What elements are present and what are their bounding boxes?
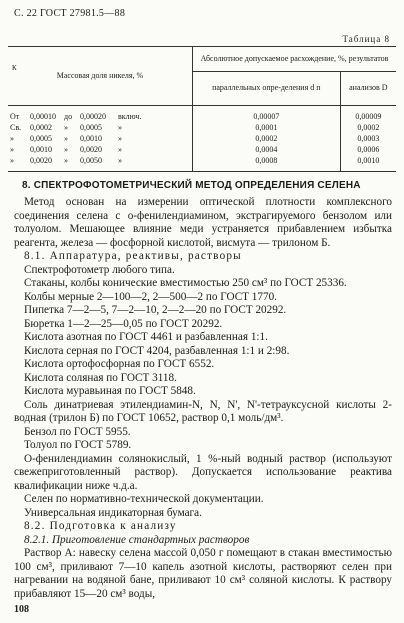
col-header-parallel: параллельных опре-деления d п <box>193 72 341 106</box>
intro-paragraph: Метод основан на измерении оптической плотности комплексного соединения селена с о-фенилендиамином, экстрагируемого бензолом или толуолом. Мешающее влияние меди устраняется прибавлением избытка реагента, железа — фосфорной кислотой, висмута — трилоном Б. <box>14 196 392 249</box>
list-item: Колбы мерные 2—100—2, 2—500—2 по ГОСТ 1770. <box>24 290 277 303</box>
value-D: 0,0003 <box>357 134 380 144</box>
range-cell: » 0,0010 » 0,0020 » <box>8 145 193 156</box>
list-item: Бюретка 1—2—25—0,05 по ГОСТ 20292. <box>24 317 223 330</box>
value-d: 0,0002 <box>193 134 341 145</box>
value-D: 0,00009 <box>355 112 382 122</box>
list-item: Кислота серная по ГОСТ 4204, разбавленная 1:1 и 2:98. <box>24 344 290 357</box>
value-d: 0,0004 <box>193 145 341 156</box>
list-item: Универсальная индикаторная бумага. <box>24 506 202 519</box>
section-body <box>14 196 392 601</box>
subsection-8-1-heading: 8.1. Аппаратура, реактивы, растворы <box>24 250 242 262</box>
range-cell: » 0,0020 » 0,0050 » <box>8 156 193 172</box>
page-number: 108 <box>14 604 29 615</box>
list-item: Пипетка 7—2—5, 7—2—10, 2—2—20 по ГОСТ 20292. <box>24 304 287 316</box>
section-title: 8. СПЕКТРОФОТОМЕТРИЧЕСКИЙ МЕТОД ОПРЕДЕЛЕНИЯ СЕЛЕНА <box>22 180 361 191</box>
table-row <box>8 145 396 156</box>
corner-mark: К <box>12 64 17 72</box>
subsection-8-2-heading: 8.2. Подготовка к анализу <box>24 520 177 532</box>
list-item: Спектрофотометр любого типа. <box>24 263 175 276</box>
value-D: 0,0002 <box>357 123 380 133</box>
solution-a-paragraph: Раствор А: навеску селена массой 0,050 г помещают в стакан вместимостью 100 см³, приливают 7—10 капель азотной кислоты, растворяют селен при нагревании на водяной бане, приливают 10 см³ соляной кислоты. К раствору прибавляют 15—20 см³ воды, <box>14 547 392 600</box>
list-item: Кислота соляная по ГОСТ 3118. <box>24 371 177 384</box>
page-header: С. 22 ГОСТ 27981.5—88 <box>14 8 126 19</box>
table-row <box>8 106 396 124</box>
list-item: Стаканы, колбы конические вместимостью 250 см³ по ГОСТ 25336. <box>24 277 347 289</box>
table-row <box>8 156 396 172</box>
list-item: Толуол по ГОСТ 5789. <box>24 439 132 451</box>
table-row <box>8 123 396 134</box>
value-D: 0,0006 <box>357 145 380 155</box>
precision-table <box>8 46 396 172</box>
list-item: Кислота ортофосфорная по ГОСТ 6552. <box>24 358 215 370</box>
list-item: Селен по нормативно-технической документации. <box>24 493 264 505</box>
list-item: Бензол по ГОСТ 5955. <box>24 425 131 438</box>
list-item: О-фенилендиамин солянокислый, 1 %-ный водный раствор (используют свежеприготовленный раствор). Допускается использование реактива квалификации ниже ч.д.а. <box>14 452 392 492</box>
subsection-8-2-1-heading: 8.2.1. Приготовление стандартных растворов <box>24 533 250 546</box>
value-d: 0,0001 <box>193 123 341 134</box>
list-item: Кислота муравьиная по ГОСТ 5848. <box>24 385 196 397</box>
list-item: Соль динатриевая этилендиамин-N, N, N', N'-тетрауксусной кислоты 2-водная (трилон Б) по ГОСТ 10652, раствор 0,1 моль/дм³. <box>14 398 392 424</box>
range-cell: » 0,0005 » 0,0010 » <box>8 134 193 145</box>
col-header-nickel: К Массовая доля никеля, % <box>8 47 193 106</box>
range-cell: От 0,00010 до 0,00020 включ. <box>8 106 193 124</box>
list-item: Кислота азотная по ГОСТ 4461 и разбавленная 1:1. <box>24 331 268 343</box>
table-label: Таблица 8 <box>342 34 390 44</box>
value-d: 0,0008 <box>193 156 341 172</box>
col-header-tolerance: Абсолютное допускаемое расхождение, %, результатов <box>193 47 397 72</box>
table-row <box>8 134 396 145</box>
range-cell: Св. 0,0002 » 0,0005 » <box>8 123 193 134</box>
value-d: 0,00007 <box>193 106 341 124</box>
value-D: 0,0010 <box>340 156 396 172</box>
col-header-analyses: анализов D <box>340 72 396 106</box>
